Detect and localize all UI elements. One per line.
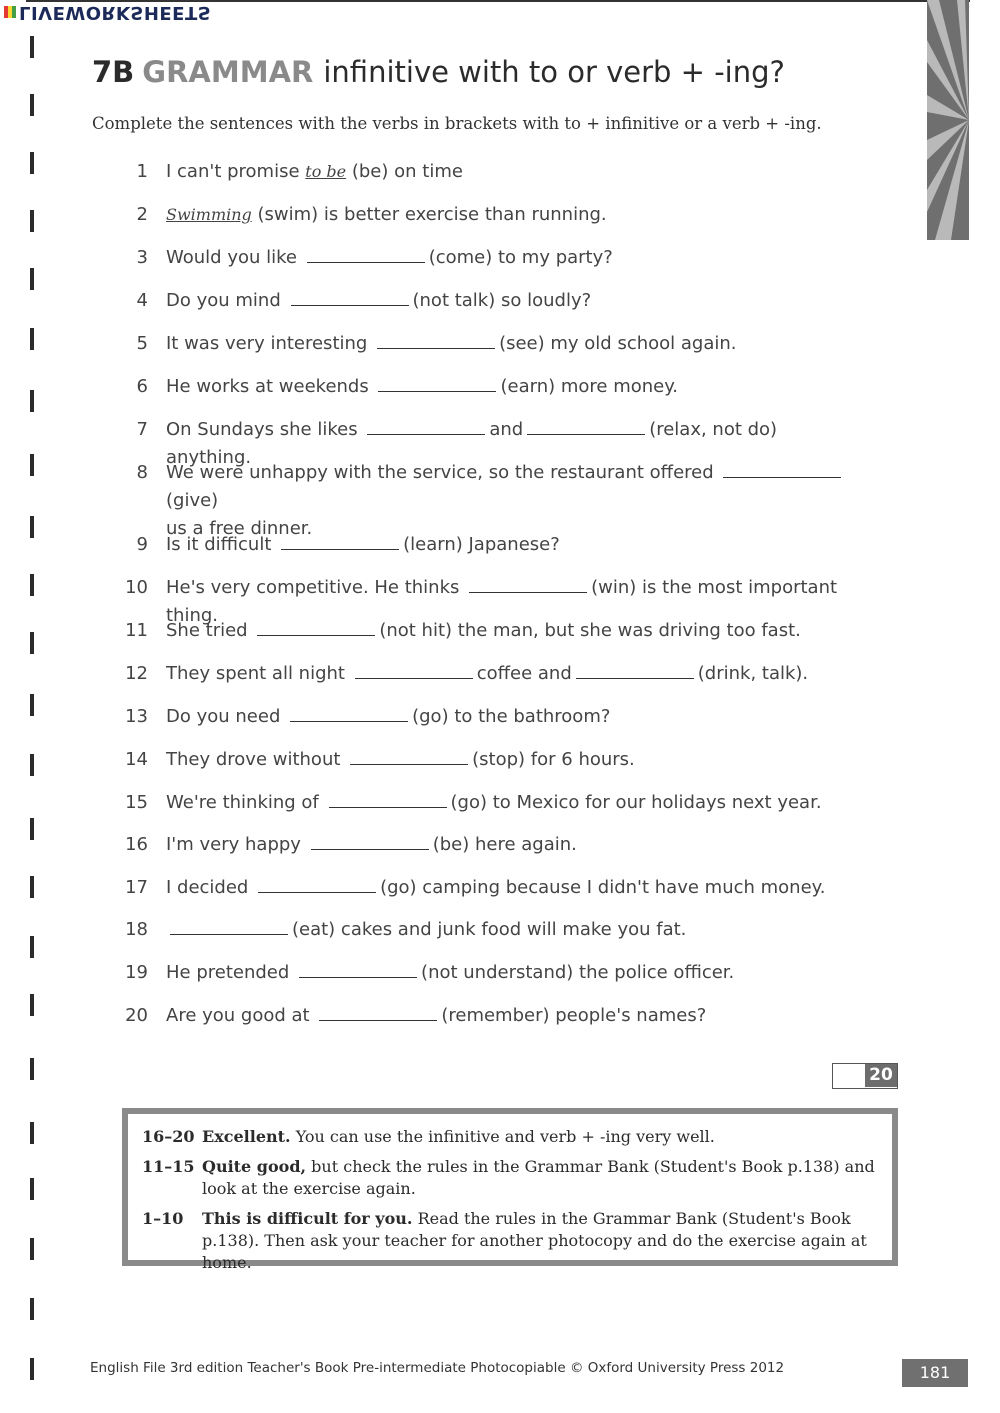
sentence-start: We're thinking of: [166, 792, 319, 813]
sentence-end: (stop) for 6 hours.: [472, 749, 635, 770]
edge-mark: [30, 454, 34, 476]
score-label: Quite good,: [202, 1157, 307, 1176]
sentence-end: (drink, talk).: [697, 663, 809, 684]
sentence-end: (give): [166, 490, 219, 511]
exercise-sentence: [166, 746, 866, 774]
edge-mark: [30, 152, 34, 174]
edge-mark: [30, 876, 34, 898]
answer-blank[interactable]: [290, 703, 408, 722]
answer-blank[interactable]: [378, 373, 496, 392]
sentence-end: (learn) Japanese?: [403, 534, 560, 555]
exercise-number: 18: [125, 919, 148, 940]
sentence-start: We were unhappy with the service, so the restaurant offered: [166, 462, 714, 483]
logo-icon: [4, 6, 16, 18]
score-range: 1–10: [142, 1209, 184, 1228]
sentence-end: (come) to my party?: [428, 247, 613, 268]
sentence-end: (go) to Mexico for our holidays next year.: [450, 792, 822, 813]
exercise-sentence: [166, 916, 866, 944]
exercise-sentence: [166, 703, 866, 731]
sentence-end: (not talk) so loudly?: [412, 290, 592, 311]
exercise-number: 4: [136, 290, 148, 311]
sentence-start: I decided: [166, 877, 249, 898]
answer-blank[interactable]: [329, 789, 447, 808]
sentence-middle: coffee and: [476, 663, 572, 684]
exercise-sentence: [166, 959, 866, 987]
answer-blank[interactable]: [170, 916, 288, 935]
sunburst-icon: [927, 0, 969, 240]
exercise-number: 15: [125, 792, 148, 813]
sentence-start: Do you mind: [166, 290, 281, 311]
answer-blank[interactable]: [355, 660, 473, 679]
edge-mark: [30, 210, 34, 232]
exercise-number: 20: [125, 1005, 148, 1026]
edge-mark: [30, 1178, 34, 1200]
answer-blank[interactable]: [258, 874, 376, 893]
footer-credit: English File 3rd edition Teacher's Book Pre-intermediate Photocopiable © Oxford University Press 2012: [90, 1360, 785, 1376]
sentence-start: They spent all night: [166, 663, 345, 684]
exercise-number: 2: [136, 204, 148, 225]
answer-blank[interactable]: [319, 1002, 437, 1021]
unit-code: 7B: [92, 55, 135, 89]
page-title: [92, 52, 785, 92]
example-answer: to be: [305, 162, 347, 181]
example-answer: Swimming: [166, 205, 252, 224]
exercise-number: 9: [136, 534, 148, 555]
sentence-end: (not understand) the police officer.: [421, 962, 735, 983]
answer-blank[interactable]: [299, 959, 417, 978]
sentence-end: (be) here again.: [432, 834, 577, 855]
edge-mark: [30, 994, 34, 1016]
score-box: [832, 1063, 898, 1089]
sentence-start: I'm very happy: [166, 834, 301, 855]
page-number: 181: [902, 1359, 968, 1387]
sentence-start: I can't promise: [166, 161, 300, 182]
sentence-start: Would you like: [166, 247, 297, 268]
answer-blank[interactable]: [307, 244, 425, 263]
score-description: You can use the infinitive and verb + -ing very well.: [295, 1127, 715, 1146]
sentence-start: Are you good at: [166, 1005, 310, 1026]
exercise-sentence: [166, 373, 866, 401]
answer-blank[interactable]: [291, 287, 409, 306]
sentence-start: It was very interesting: [166, 333, 368, 354]
exercise-sentence: [166, 330, 866, 358]
score-label: This is difficult for you.: [202, 1209, 413, 1228]
sentence-middle: and: [489, 419, 524, 440]
edge-mark: [30, 694, 34, 716]
edge-mark: [30, 390, 34, 412]
score-label: Excellent.: [202, 1127, 291, 1146]
instructions: Complete the sentences with the verbs in brackets with to + infinitive or a verb + -ing.: [92, 114, 822, 133]
edge-mark: [30, 1058, 34, 1080]
exercise-number: 10: [125, 577, 148, 598]
answer-blank[interactable]: [350, 746, 468, 765]
sentence-start: Is it difficult: [166, 534, 272, 555]
sentence-start: Do you need: [166, 706, 281, 727]
exercise-sentence: [166, 244, 866, 272]
exercise-sentence: [166, 1002, 866, 1030]
score-total: 20: [865, 1064, 897, 1087]
edge-mark: [30, 328, 34, 350]
exercise-sentence: [166, 789, 866, 817]
edge-mark: [30, 268, 34, 290]
sentence-continuation: us a free dinner.: [166, 518, 313, 539]
sentence-end: (earn) more money.: [500, 376, 679, 397]
exercise-sentence: [166, 201, 866, 229]
sentence-start: He's very competitive. He thinks: [166, 577, 460, 598]
sentence-end: (win) is the most important thing.: [166, 577, 838, 626]
answer-blank[interactable]: [469, 574, 587, 593]
exercise-sentence: [166, 831, 866, 859]
exercise-sentence: [166, 660, 866, 688]
exercise-number: 12: [125, 663, 148, 684]
edge-mark: [30, 632, 34, 654]
answer-blank[interactable]: [257, 617, 375, 636]
sentence-end: (swim) is better exercise than running.: [257, 204, 607, 225]
answer-blank[interactable]: [281, 531, 399, 550]
edge-mark: [30, 754, 34, 776]
exercise-sentence: [166, 158, 866, 186]
edge-mark: [30, 1358, 34, 1380]
sentence-end: (be) on time: [351, 161, 463, 182]
answer-blank[interactable]: [311, 831, 429, 850]
exercise-sentence: [166, 617, 866, 645]
edge-mark: [30, 574, 34, 596]
sentence-end: (eat) cakes and junk food will make you fat.: [292, 919, 687, 940]
edge-mark: [30, 516, 34, 538]
edge-mark: [30, 818, 34, 840]
edge-mark: [30, 94, 34, 116]
topic-label: infinitive with to or verb + -ing?: [323, 55, 785, 89]
exercise-number: 1: [136, 161, 148, 182]
sentence-start: On Sundays she likes: [166, 419, 358, 440]
score-range: 16–20: [142, 1127, 195, 1146]
exercise-sentence: [166, 531, 866, 559]
answer-blank[interactable]: [377, 330, 495, 349]
answer-blank[interactable]: [367, 416, 485, 435]
score-description: Read the rules in the Grammar Bank (Student's Book p.138). Then ask your teacher for another photocopy and do the exercise again at home.: [202, 1209, 867, 1272]
answer-blank[interactable]: [723, 459, 841, 478]
answer-blank[interactable]: [576, 660, 694, 679]
exercise-sentence: [166, 287, 866, 315]
exercise-sentence: [166, 874, 866, 902]
watermark-logo: LIVEWORKSHEETS: [4, 2, 211, 22]
sentence-start: They drove without: [166, 749, 341, 770]
sentence-end: (go) to the bathroom?: [412, 706, 611, 727]
edge-mark: [30, 1122, 34, 1144]
edge-mark: [30, 1298, 34, 1320]
exercise-number: 8: [136, 462, 148, 483]
answer-blank[interactable]: [527, 416, 645, 435]
exercise-number: 17: [125, 877, 148, 898]
sentence-end: (remember) people's names?: [441, 1005, 707, 1026]
sentence-start: She tried: [166, 620, 248, 641]
sentence-end: (see) my old school again.: [499, 333, 737, 354]
sentence-start: He pretended: [166, 962, 290, 983]
scoring-panel: [122, 1108, 898, 1272]
binding-edge: [30, 28, 32, 1398]
side-tab-graphic: [927, 0, 969, 240]
section-label: GRAMMAR: [142, 55, 314, 89]
sentence-end: (not hit) the man, but she was driving too fast.: [379, 620, 801, 641]
exercise-number: 16: [125, 834, 148, 855]
exercise-number: 5: [136, 333, 148, 354]
sentence-end: (go) camping because I didn't have much money.: [380, 877, 826, 898]
score-range: 11–15: [142, 1157, 195, 1176]
score-description: but check the rules in the Grammar Bank (Student's Book p.138) and look at the exercise again.: [202, 1157, 875, 1198]
edge-mark: [30, 1238, 34, 1260]
edge-mark: [30, 936, 34, 958]
sentence-start: He works at weekends: [166, 376, 369, 397]
exercise-number: 19: [125, 962, 148, 983]
exercise-number: 7: [136, 419, 148, 440]
exercise-number: 13: [125, 706, 148, 727]
sentence-end: (relax, not do) anything.: [166, 419, 778, 468]
exercise-number: 11: [125, 620, 148, 641]
exercise-number: 14: [125, 749, 148, 770]
edge-mark: [30, 36, 34, 58]
exercise-number: 6: [136, 376, 148, 397]
exercise-number: 3: [136, 247, 148, 268]
